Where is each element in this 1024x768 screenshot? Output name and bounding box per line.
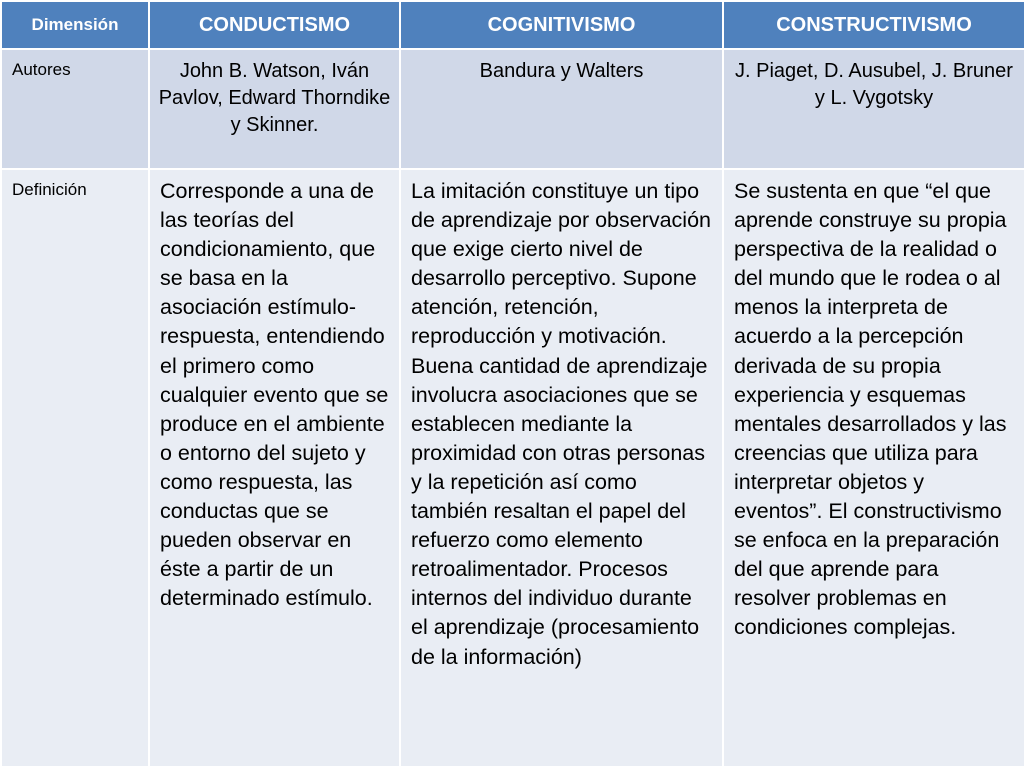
definicion-constructivismo: Se sustenta en que “el que aprende construye su propia perspectiva de la realidad o del mundo que le rodea o al menos la interpreta de acuerdo a la percepción derivada de su propia experiencia y esquemas mentales desarrollados y las creencias que utiliza para interpretar objetos y eventos”. El constructivismo se enfoca en la preparación del que aprende para resolver problemas en condiciones complejas. [723, 169, 1024, 767]
header-conductismo: CONDUCTISMO [149, 1, 400, 49]
header-dimension: Dimensión [1, 1, 149, 49]
table-row-autores [1, 49, 1024, 169]
header-cognitivismo: COGNITIVISMO [400, 1, 723, 49]
table-row-definicion [1, 169, 1024, 767]
autores-conductismo: John B. Watson, Iván Pavlov, Edward Thorndike y Skinner. [149, 49, 400, 169]
table-body [1, 49, 1024, 767]
header-row [1, 1, 1024, 49]
autores-label: Autores [1, 49, 149, 169]
header-constructivismo: CONSTRUCTIVISMO [723, 1, 1024, 49]
autores-constructivismo: J. Piaget, D. Ausubel, J. Bruner y L. Vygotsky [723, 49, 1024, 169]
table-header [1, 1, 1024, 49]
definicion-label: Definición [1, 169, 149, 767]
definicion-conductismo: Corresponde a una de las teorías del condicionamiento, que se basa en la asociación estímulo-respuesta, entendiendo el primero como cualquier evento que se produce en el ambiente o entorno del sujeto y como respuesta, las conductas que se pueden observar en éste a partir de un determinado estímulo. [149, 169, 400, 767]
definicion-cognitivismo: La imitación constituye un tipo de aprendizaje por observación que exige cierto nivel de desarrollo perceptivo. Supone atención, retención, reproducción y motivación. Buena cantidad de aprendizaje involucra asociaciones que se establecen mediante la proximidad con otras personas y la repetición así como también resaltan el papel del refuerzo como elemento retroalimentador. Procesos internos del individuo durante el aprendizaje (procesamiento de la información) [400, 169, 723, 767]
autores-cognitivismo: Bandura y Walters [400, 49, 723, 169]
